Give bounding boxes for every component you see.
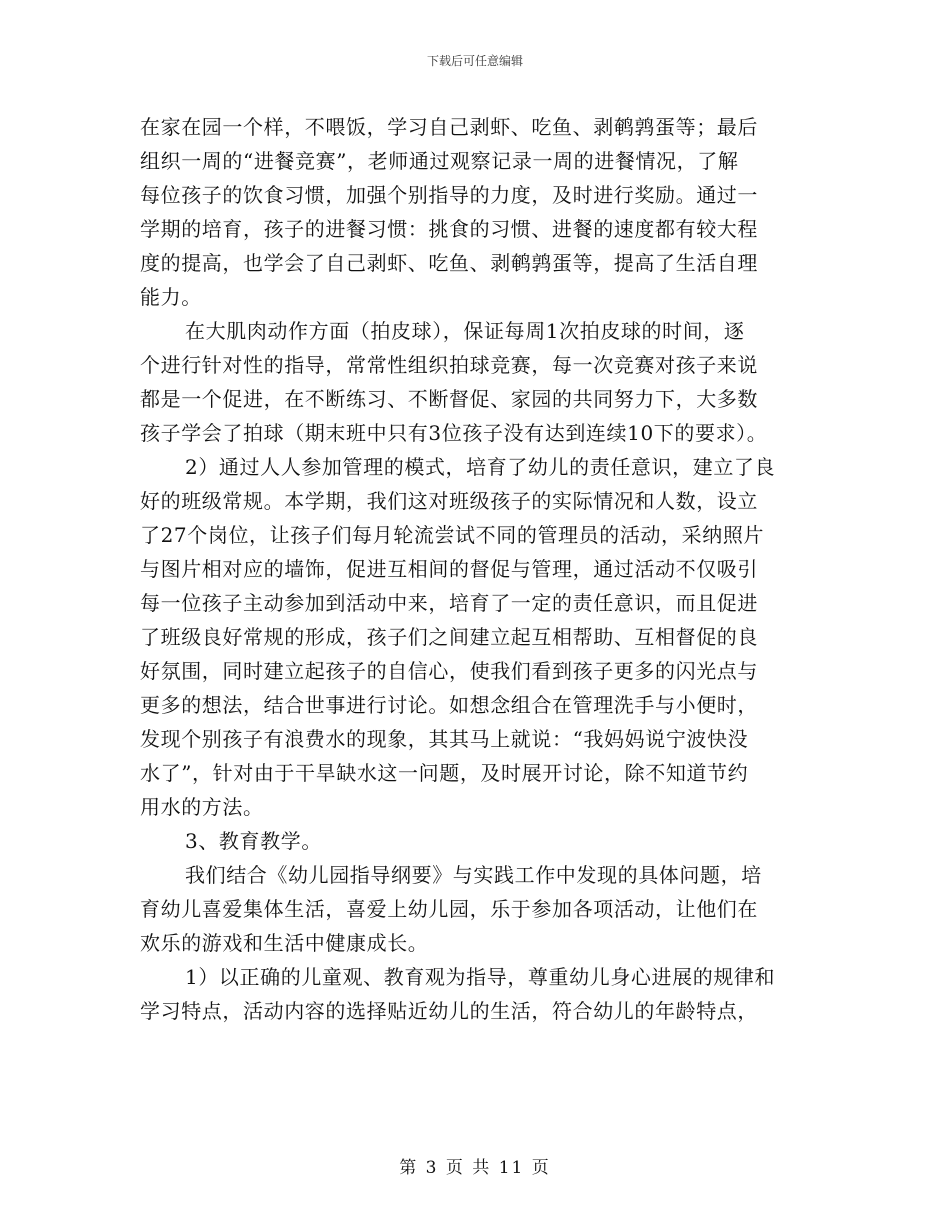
text-line: 与图片相对应的墙饰，促进互相间的督促与管理，通过活动不仅吸引 [140, 557, 758, 581]
text-line: 个进行针对性的指导，常常性组织拍球竞赛，每一次竞赛对孩子来说 [140, 353, 758, 377]
text-line: 每一位孩子主动参加到活动中来，培育了一定的责任意识，而且促进 [140, 591, 758, 615]
text-line: 在大肌肉动作方面（拍皮球），保证每周1次拍皮球的时间，逐 [185, 319, 745, 343]
text-line: 我们结合《幼儿园指导纲要》与实践工作中发现的具体问题，培 [185, 863, 762, 887]
text-line: 水了”，针对由于干旱缺水这一问题，及时展开讨论，除不知道节约 [140, 761, 749, 785]
text-line: 发现个别孩子有浪费水的现象，其其马上就说：“我妈妈说宁波快没 [140, 727, 749, 751]
text-line: 组织一周的“进餐竞赛”，老师通过观察记录一周的进餐情况，了解 [140, 149, 739, 173]
text-line: 好氛围，同时建立起孩子的自信心，使我们看到孩子更多的闪光点与 [140, 659, 758, 683]
text-line: 了27个岗位，让孩子们每月轮流尝试不同的管理员的活动，采纳照片 [140, 523, 765, 547]
text-line: 能力。 [140, 285, 202, 309]
text-line: 每位孩子的饮食习惯，加强个别指导的力度，及时进行奖励。通过一 [140, 183, 758, 207]
text-line: 用水的方法。 [140, 795, 264, 819]
text-line: 学习特点，活动内容的选择贴近幼儿的生活，符合幼儿的年龄特点， [140, 999, 758, 1023]
document-body [140, 110, 810, 1028]
text-line: 好的班级常规。本学期，我们这对班级孩子的实际情况和人数，设立 [140, 489, 758, 513]
text-line: 更多的想法，结合世事进行讨论。如想念组合在管理洗手与小便时， [140, 693, 758, 717]
text-line: 在家在园一个样，不喂饭，学习自己剥虾、吃鱼、剥鹌鹑蛋等；最后 [140, 115, 758, 139]
text-line: 学期的培育，孩子的进餐习惯：挑食的习惯、进餐的速度都有较大程 [140, 217, 758, 241]
text-line: 育幼儿喜爱集体生活，喜爱上幼儿园，乐于参加各项活动，让他们在 [140, 897, 758, 921]
page-number: 第 3 页 共 11 页 [399, 1158, 551, 1178]
page-header-note: 下载后可任意编辑 [426, 54, 523, 68]
text-line: 欢乐的游戏和生活中健康成长。 [140, 931, 429, 955]
text-line: 都是一个促进，在不断练习、不断督促、家园的共同努力下，大多数 [140, 387, 758, 411]
text-line: 1）以正确的儿童观、教育观为指导，尊重幼儿身心进展的规律和 [185, 965, 776, 989]
text-line: 度的提高，也学会了自己剥虾、吃鱼、剥鹌鹑蛋等，提高了生活自理 [140, 251, 758, 275]
text-line: 孩子学会了拍球（期末班中只有3位孩子没有达到连续10下的要求）。 [140, 421, 768, 445]
text-line: 3、教育教学。 [185, 829, 322, 853]
text-line: 了班级良好常规的形成，孩子们之间建立起互相帮助、互相督促的良 [140, 625, 758, 649]
text-line: 2）通过人人参加管理的模式，培育了幼儿的责任意识，建立了良 [185, 455, 776, 479]
